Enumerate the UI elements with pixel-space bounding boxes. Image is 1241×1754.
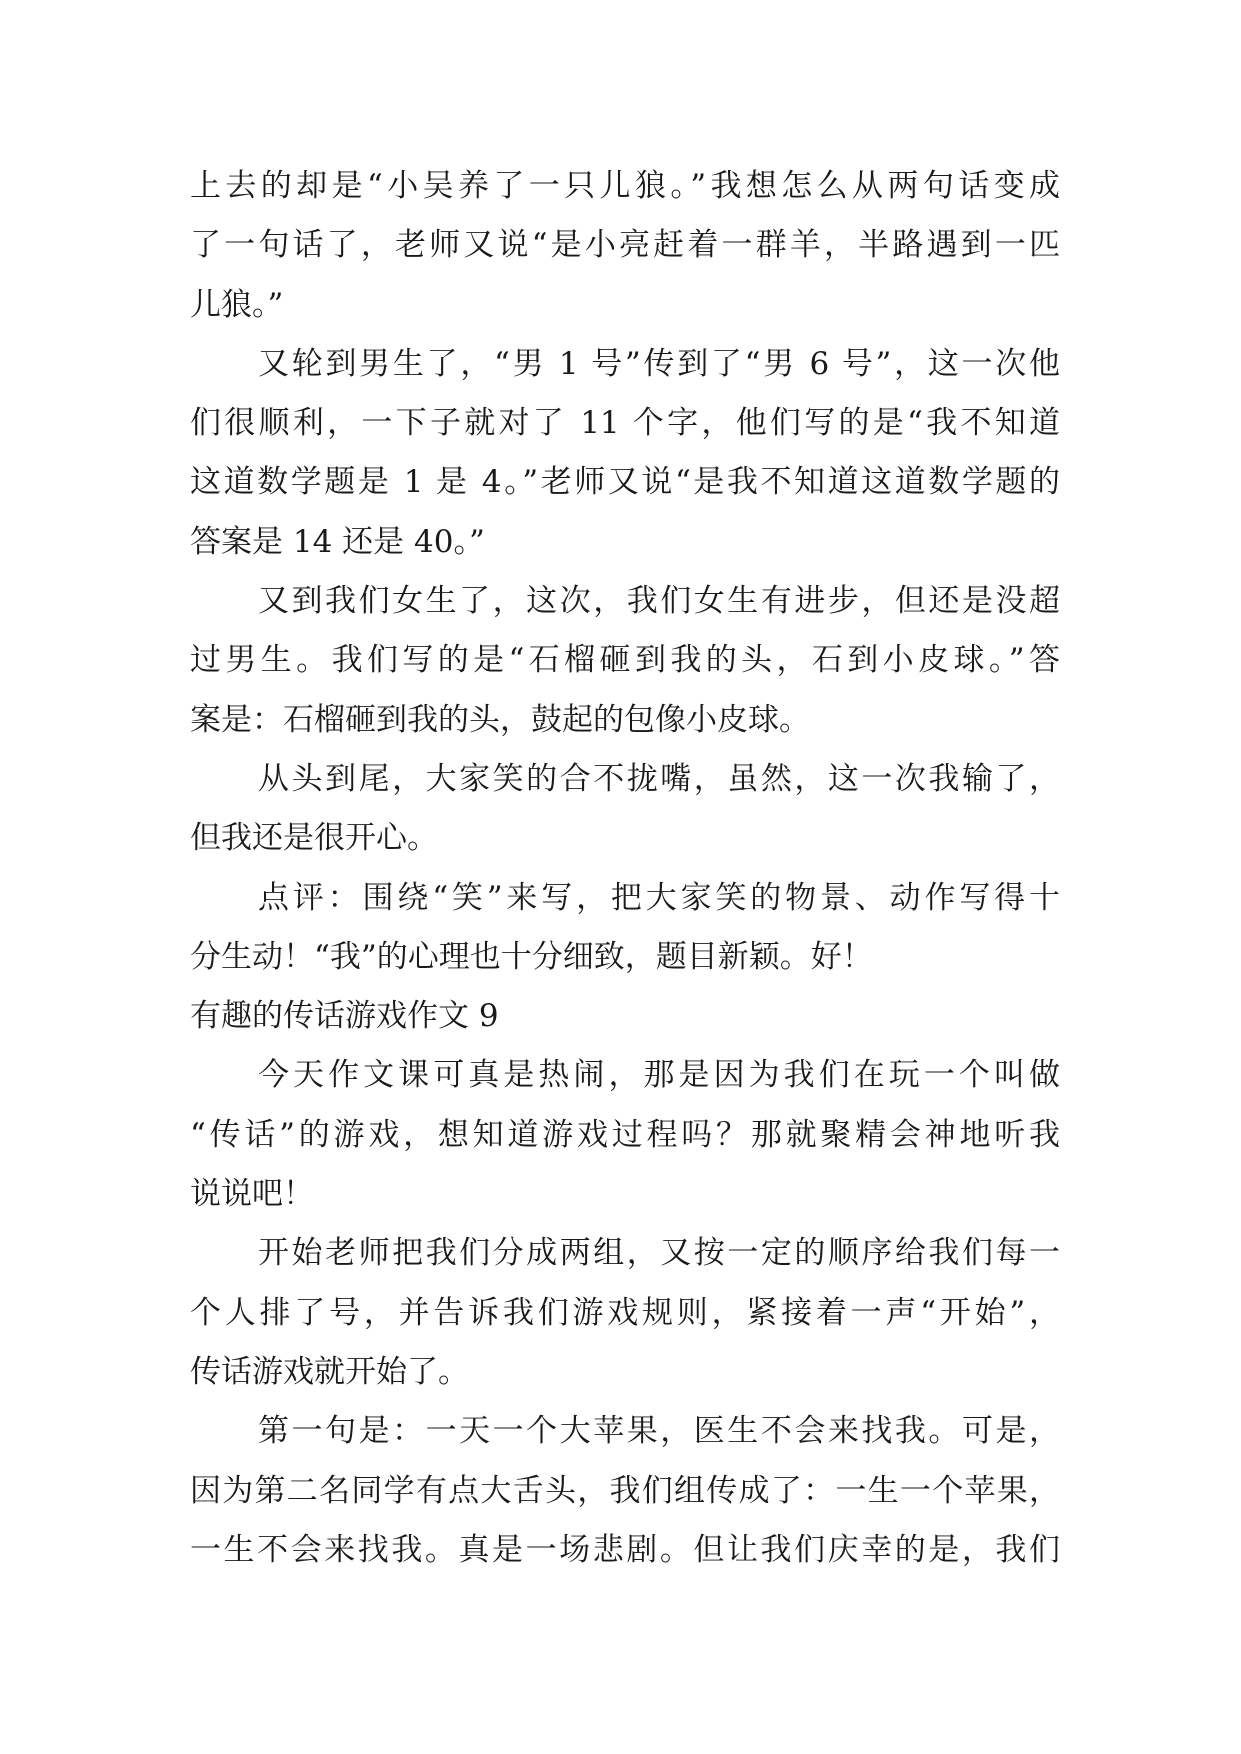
text-line: 说说吧！ xyxy=(190,1176,314,1213)
text-line: 答案是 14 还是 40。” xyxy=(190,523,485,560)
section-heading: 有趣的传话游戏作文 9 xyxy=(190,998,499,1035)
text-line: 又到我们女生了，这次，我们女生有进步，但还是没超 xyxy=(258,583,1060,620)
text-line: 又轮到男生了，“男 1 号”传到了“男 6 号”，这一次他 xyxy=(258,345,1060,382)
text-line: 这道数学题是 1 是 4。”老师又说“是我不知道这道数学题的 xyxy=(190,464,1060,501)
text-line: 一生不会来找我。真是一场悲剧。但让我们庆幸的是，我们 xyxy=(190,1531,1060,1568)
document-body xyxy=(190,157,1060,1580)
text-line: 但我还是很开心。 xyxy=(190,820,438,857)
text-line: 点评：围绕“笑”来写，把大家笑的物景、动作写得十 xyxy=(258,879,1060,916)
text-line: 传话游戏就开始了。 xyxy=(190,1353,469,1390)
text-line: 开始老师把我们分成两组，又按一定的顺序给我们每一 xyxy=(258,1235,1060,1272)
text-line: 今天作文课可真是热闹，那是因为我们在玩一个叫做 xyxy=(258,1057,1060,1094)
text-line: 案是：石榴砸到我的头，鼓起的包像小皮球。 xyxy=(190,701,810,738)
text-line: 第一句是：一天一个大苹果，医生不会来找我。可是， xyxy=(258,1413,1060,1450)
text-line: 上去的却是“小吴养了一只儿狼。”我想怎么从两句话变成 xyxy=(190,168,1060,204)
text-line: 过男生。我们写的是“石榴砸到我的头，石到小皮球。”答 xyxy=(190,642,1060,679)
text-line: 了一句话了，老师又说“是小亮赶着一群羊，半路遇到一匹 xyxy=(190,227,1060,264)
text-line: 因为第二名同学有点大舌头，我们组传成了：一生一个苹果， xyxy=(190,1472,1060,1509)
text-line: 分生动！“我”的心理也十分细致，题目新颖。好！ xyxy=(190,938,873,975)
text-line: 从头到尾，大家笑的合不拢嘴，虽然，这一次我输了， xyxy=(258,760,1060,797)
text-line: 儿狼。” xyxy=(190,286,284,323)
text-line: 个人排了号，并告诉我们游戏规则，紧接着一声“开始”， xyxy=(190,1294,1060,1331)
text-line: 们很顺利，一下子就对了 11 个字，他们写的是“我不知道 xyxy=(190,405,1060,442)
text-line: “传话”的游戏，想知道游戏过程吗？那就聚精会神地听我 xyxy=(190,1116,1060,1153)
